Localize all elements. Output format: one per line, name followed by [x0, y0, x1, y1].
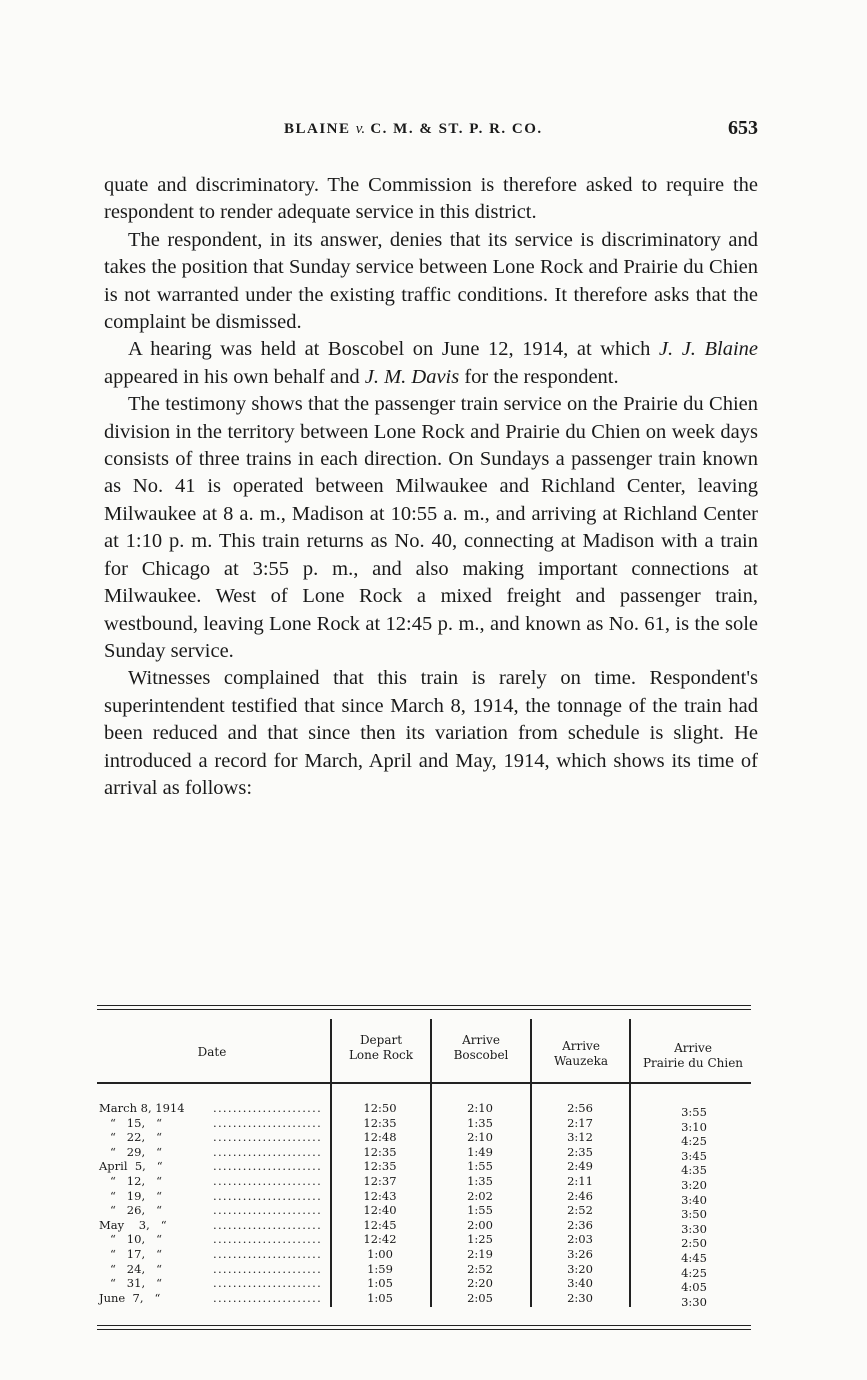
table-cell-prairie: 3:20 [681, 1178, 707, 1192]
table-row-date [99, 1247, 331, 1261]
row-date-text: “ 29, “ [99, 1144, 162, 1159]
paragraph-5: Witnesses complained that this train is rarely on time. Respondent's superintendent testified that since March 8, 1914, the tonnage of the train had been reduced and that since then its variation from schedule is slight. He introduced a record for March, April and May, 1914, which shows its time of arrival as follows: [104, 667, 758, 799]
row-date-text: “ 17, “ [99, 1247, 162, 1261]
table-cell-prairie: 4:35 [681, 1163, 707, 1178]
row-leader-dots: ...................... [213, 1217, 323, 1232]
table-cell-wauzeka: 2:49 [567, 1159, 593, 1174]
table-row-date [99, 1189, 331, 1203]
row-date-text: May 3, “ [99, 1217, 167, 1232]
table-cell-boscobel: 2:52 [467, 1261, 493, 1276]
table-cell-depart: 12:45 [363, 1217, 397, 1232]
table-cell-prairie: 3:50 [681, 1207, 707, 1222]
table-cell-wauzeka: 2:46 [567, 1188, 593, 1203]
row-date-text: “ 15, “ [99, 1115, 162, 1130]
table-cell-depart: 12:50 [363, 1101, 397, 1115]
name-davis: J. M. Davis [364, 365, 460, 388]
table-row-date [99, 1145, 331, 1159]
table-cell-wauzeka: 3:20 [567, 1261, 593, 1276]
running-head [284, 121, 543, 138]
header-boscobel [435, 1033, 527, 1063]
row-date-text: “ 12, “ [99, 1174, 162, 1188]
table-cell-wauzeka: 2:35 [567, 1144, 593, 1159]
paragraph-3 [104, 336, 758, 391]
table-cell-boscobel: 2:00 [467, 1217, 493, 1232]
row-leader-dots: ...................... [213, 1115, 323, 1130]
header-wauzeka-line1: Arrive [562, 1039, 600, 1053]
table-cell-depart: 12:43 [363, 1188, 397, 1203]
table-row-date [99, 1159, 331, 1173]
table-cell-wauzeka: 2:11 [567, 1174, 593, 1188]
table-cell-depart: 1:00 [367, 1247, 393, 1261]
row-date-text: April 5, “ [99, 1159, 163, 1174]
paragraph-1: quate and discriminatory. The Commission is therefore asked to require the respondent to render adequate service in this district. [104, 174, 758, 224]
row-date-text: “ 19, “ [99, 1188, 162, 1203]
table-row-date [99, 1218, 331, 1232]
table-cell-depart: 1:05 [367, 1276, 393, 1291]
header-wauzeka [535, 1039, 627, 1069]
table-row-date [99, 1101, 331, 1115]
table-cell-boscobel: 2:02 [467, 1188, 493, 1203]
table-cell-prairie: 4:05 [681, 1280, 707, 1295]
table-cell-depart: 12:48 [363, 1130, 397, 1145]
row-leader-dots: ...................... [213, 1247, 323, 1261]
table-cell-prairie: 4:25 [681, 1134, 707, 1149]
table-cell-depart: 1:05 [367, 1290, 393, 1305]
table-cell-wauzeka: 2:56 [567, 1101, 593, 1115]
table-row-date [99, 1276, 331, 1290]
paragraph-2: The respondent, in its answer, denies that its service is discriminatory and takes the position that Sunday service between Lone Rock and Prairie du Chien is not warranted under the existing traffic conditions. It therefore asks that the complaint be dismissed. [104, 228, 758, 334]
running-head-right: C. M. & ST. P. R. CO. [370, 121, 543, 137]
table-cell-boscobel: 2:10 [467, 1101, 493, 1115]
table-cell-prairie: 3:40 [681, 1192, 707, 1207]
table-cell-prairie: 2:50 [681, 1236, 707, 1251]
table-cell-boscobel: 1:55 [467, 1203, 493, 1218]
row-leader-dots: ...................... [213, 1101, 323, 1115]
row-leader-dots: ...................... [213, 1276, 323, 1291]
row-date-text: “ 31, “ [99, 1276, 162, 1291]
table-cell-prairie: 4:45 [681, 1251, 707, 1265]
header-depart-line2: Lone Rock [348, 1048, 414, 1062]
header-wauzeka-line2: Wauzeka [553, 1054, 609, 1068]
table-row-date [99, 1130, 331, 1144]
running-head-v: v. [355, 121, 366, 137]
table-cell-boscobel: 1:49 [467, 1144, 493, 1159]
table-cell-prairie: 4:25 [681, 1265, 707, 1280]
table-cell-boscobel: 1:35 [467, 1115, 493, 1130]
table-cell-depart: 12:37 [363, 1174, 397, 1188]
table-cell-boscobel: 1:55 [467, 1159, 493, 1174]
row-date-text: March 8, 1914 [99, 1101, 185, 1115]
row-leader-dots: ...................... [213, 1261, 323, 1276]
header-prairie-line1: Arrive [674, 1041, 712, 1055]
table-cell-wauzeka: 3:40 [567, 1276, 593, 1291]
table-row-date [99, 1262, 331, 1276]
paragraph-3-c: for the respondent. [459, 365, 619, 388]
row-leader-dots: ...................... [213, 1159, 323, 1174]
header-boscobel-line1: Arrive [462, 1033, 500, 1047]
row-leader-dots: ...................... [213, 1130, 323, 1145]
table-cell-prairie: 3:45 [681, 1148, 707, 1163]
table-row-date [99, 1232, 331, 1246]
page-number: 653 [728, 117, 758, 139]
table-cell-wauzeka: 2:30 [567, 1290, 593, 1305]
column-divider [430, 1019, 432, 1307]
table-cell-boscobel: 1:25 [467, 1232, 493, 1247]
row-date-text: “ 24, “ [99, 1261, 162, 1276]
name-blaine: J. J. Blaine [658, 338, 758, 361]
running-head-left: BLAINE [284, 121, 351, 137]
table-cell-wauzeka: 2:36 [567, 1217, 593, 1232]
table-cell-boscobel: 2:10 [467, 1130, 493, 1145]
table-cell-prairie: 3:55 [681, 1105, 707, 1119]
table-cell-depart: 12:40 [363, 1203, 397, 1218]
table-cell-depart: 12:35 [363, 1115, 397, 1130]
body-text [104, 172, 758, 802]
table-row-date [99, 1291, 331, 1305]
table-cell-depart: 12:35 [363, 1159, 397, 1174]
header-date: Date [197, 1045, 227, 1059]
row-date-text: “ 26, “ [99, 1203, 162, 1218]
table-cell-wauzeka: 2:03 [567, 1232, 593, 1247]
row-date-text: June 7, “ [99, 1290, 161, 1305]
table-cell-wauzeka: 2:17 [567, 1115, 593, 1130]
table-cell-boscobel: 2:19 [467, 1247, 493, 1261]
table-cell-wauzeka: 3:26 [567, 1247, 593, 1261]
table-cell-boscobel: 1:35 [467, 1174, 493, 1188]
table-cell-depart: 1:59 [367, 1261, 393, 1276]
table-top-rule [97, 1005, 751, 1010]
row-leader-dots: ...................... [213, 1290, 323, 1305]
paragraph-3-b: appeared in his own behalf and [104, 365, 365, 388]
table-cell-boscobel: 2:05 [467, 1290, 493, 1305]
table-cell-boscobel: 2:20 [467, 1276, 493, 1291]
table-cell-depart: 12:35 [363, 1144, 397, 1159]
table-cell-prairie: 3:30 [681, 1221, 707, 1236]
table-cell-prairie: 3:10 [681, 1119, 707, 1134]
running-header [104, 117, 760, 147]
row-date-text: “ 22, “ [99, 1130, 162, 1145]
header-depart [335, 1033, 427, 1063]
row-leader-dots: ...................... [213, 1188, 323, 1203]
table-bottom-rule [97, 1325, 751, 1330]
column-divider [629, 1019, 631, 1307]
column-divider [530, 1019, 532, 1307]
table-cell-prairie: 3:30 [681, 1294, 707, 1309]
table-row-date [99, 1116, 331, 1130]
table-cell-depart: 12:42 [363, 1232, 397, 1247]
table-row-date [99, 1203, 331, 1217]
header-depart-line1: Depart [359, 1033, 403, 1047]
row-date-text: “ 10, “ [99, 1232, 162, 1247]
row-leader-dots: ...................... [213, 1203, 323, 1218]
header-divider [97, 1082, 751, 1084]
header-prairie [632, 1041, 754, 1071]
arrival-table [97, 1005, 751, 1333]
header-prairie-line2: Prairie du Chien [642, 1056, 744, 1070]
paragraph-3-a: A hearing was held at Boscobel on June 12, 1914, at which [128, 338, 659, 361]
table-cell-wauzeka: 3:12 [567, 1130, 593, 1145]
row-leader-dots: ...................... [213, 1144, 323, 1159]
paragraph-4: The testimony shows that the passenger train service on the Prairie du Chien division in the territory between Lone Rock and Prairie du Chien on week days consists of three trains in each direction. On Sundays a passenger train known as No. 41 is operated between Milwaukee and Richland Center, leaving Milwaukee at 8 a. m., Madison at 10:55 a. m., and arriving at Richland Center at 1:10 p. m. This train returns as No. 40, connecting at Madison with a train for Chicago at 3:55 p. m., and also making important connections at Milwaukee. West of Lone Rock a mixed freight and passenger train, westbound, leaving Lone Rock at 12:45 p. m., and known as No. 61, is the sole Sunday service. [104, 393, 758, 662]
row-leader-dots: ...................... [213, 1174, 323, 1188]
table-row-date [99, 1174, 331, 1188]
table-cell-wauzeka: 2:52 [567, 1203, 593, 1218]
row-leader-dots: ...................... [213, 1232, 323, 1247]
header-boscobel-line2: Boscobel [453, 1048, 509, 1062]
